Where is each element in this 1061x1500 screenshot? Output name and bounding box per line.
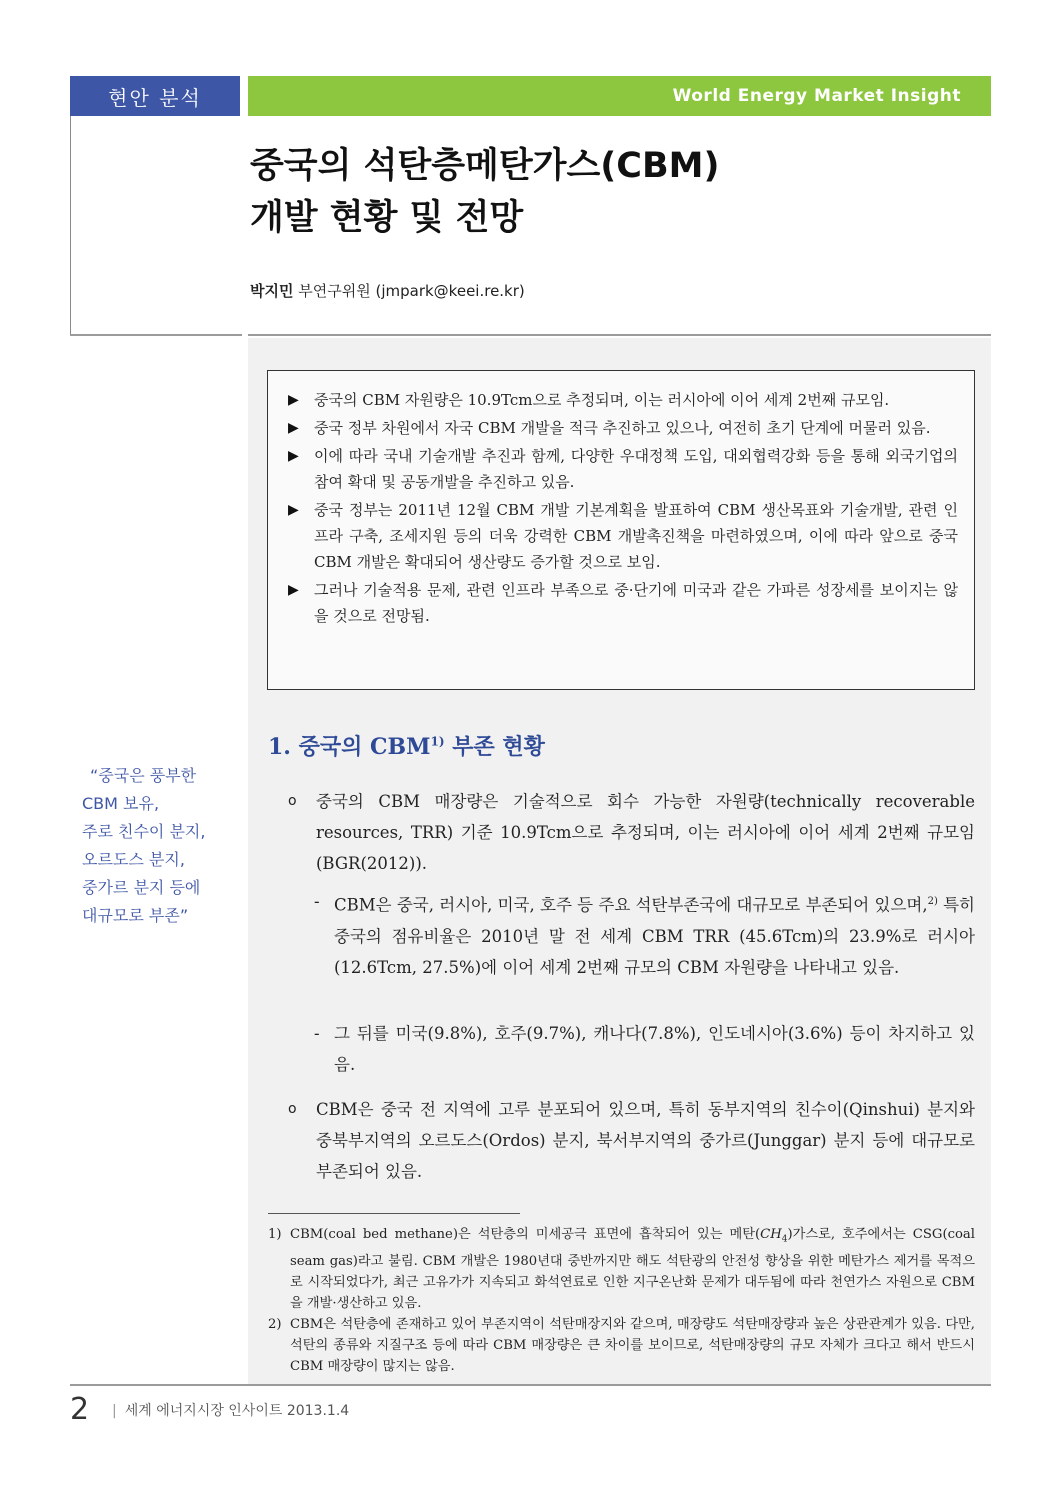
summary-text: 이에 따라 국내 기술개발 추진과 함께, 다양한 우대정책 도입, 대외협력강화 등을 통해 외국기업의 참여 확대 및 공동개발을 추진하고 있음.	[314, 447, 958, 491]
quote-line: 오르도스 분지,	[82, 850, 185, 869]
heading-text: 1. 중국의 CBM	[268, 734, 431, 760]
main-divider	[248, 334, 991, 336]
author-line	[250, 280, 525, 301]
chemical-formula: CH	[760, 1227, 782, 1242]
body-text: CBM은 중국, 러시아, 미국, 호주 등 주요 석탄부존국에 대규모로 부존되어 있으며,	[334, 895, 928, 915]
dash-bullet: -	[314, 892, 320, 911]
footnote-text: CBM은 석탄층에 존재하고 있어 부존지역이 석탄매장지와 같으며, 매장량도 석탄매장량과 높은 상관관계가 있음. 다만, 석탄의 종류와 지질구조 등에 따라 CBM 매장량은 큰 차이를 보이므로, 석탄매장량의 규모 자체가 크다고 해서 반드시 CBM 매장량이 많지는 않음.	[290, 1316, 975, 1374]
summary-text: 그러나 기술적용 문제, 관련 인프라 부족으로 중·단기에 미국과 같은 가파른 성장세를 보이지는 않을 것으로 전망됨.	[314, 581, 958, 625]
body-dash-item	[314, 886, 975, 983]
footnotes	[268, 1224, 975, 1377]
footnote-2	[268, 1314, 975, 1377]
publication-name: 세계 에너지시장 인사이트 2013.1.4	[124, 1403, 350, 1419]
triangle-bullet-icon: ▶	[288, 392, 299, 408]
left-divider	[70, 334, 242, 336]
triangle-bullet-icon: ▶	[288, 502, 299, 518]
title-line-1: 중국의 석탄층메탄가스(CBM)	[250, 146, 720, 186]
summary-item	[288, 443, 958, 495]
triangle-bullet-icon: ▶	[288, 582, 299, 598]
footnote-number: 2)	[268, 1316, 282, 1332]
page-number: 2	[70, 1392, 90, 1427]
footer-separator: |	[112, 1403, 117, 1419]
summary-item	[288, 497, 958, 575]
body-text: 중국의 CBM 매장량은 기술적으로 회수 가능한 자원량(technically recoverable resources, TRR) 기준 10.9Tcm으로 추정되며, 이는 러시아에 이어 세계 2번째 규모임(BGR(2012)).	[316, 792, 975, 873]
quote-line: 중가르 분지 등에	[82, 878, 201, 897]
summary-item	[288, 387, 958, 413]
body-dash-item	[314, 1018, 975, 1080]
body-text: CBM은 중국 전 지역에 고루 분포되어 있으며, 특히 동부지역의 친수이(Qinshui) 분지와 중북부지역의 오르도스(Ordos) 분지, 북서부지역의 중가르(Junggar) 분지 등에 대규모로 부존되어 있음.	[316, 1100, 975, 1181]
series-title: World Energy Market Insight	[672, 86, 961, 106]
footer-divider	[70, 1384, 991, 1386]
quote-line: “중국은 풍부한	[90, 766, 197, 785]
dash-bullet: -	[314, 1024, 320, 1043]
triangle-bullet-icon: ▶	[288, 448, 299, 464]
author-name: 박지민	[250, 282, 294, 300]
summary-box	[267, 370, 975, 690]
footnote-ref-1: 1)	[430, 734, 445, 749]
body-text: 특히 중국의 점유비율은 2010년 말 전 세계 CBM TRR (45.6Tcm)의 23.9%로 러시아(12.6Tcm, 27.5%)에 이어 세계 2번째 규모의 CBM 자원량을 나타내고 있음.	[334, 895, 975, 977]
summary-item	[288, 577, 958, 629]
footnote-text: )가스로, 호주에서는 CSG(coal seam gas)라고 불림. CBM 개발은 1980년대 중반까지만 해도 석탄광의 안전성 향상을 위한 메탄가스 제거를 목적으로 시작되었다가, 최근 고유가가 지속되고 화석연료로 인한 지구온난화 문제가 대두됨에 따라 천연가스 자원으로 CBM을 개발·생산하고 있음.	[290, 1227, 975, 1311]
author-title-email: 부연구위원 (jmpark@keei.re.kr)	[298, 282, 525, 300]
summary-text: 중국 정부는 2011년 12월 CBM 개발 기본계획을 발표하여 CBM 생산목표와 기술개발, 관련 인프라 구축, 조세지원 등의 더욱 강력한 CBM 개발촉진책을 마련하였으며, 이에 따라 앞으로 중국 CBM 개발은 확대되어 생산량도 증가할 것으로 보임.	[314, 501, 958, 571]
body-text: 그 뒤를 미국(9.8%), 호주(9.7%), 캐나다(7.8%), 인도네시아(3.6%) 등이 차지하고 있음.	[334, 1024, 975, 1074]
footnote-divider	[268, 1213, 520, 1214]
triangle-bullet-icon: ▶	[288, 420, 299, 436]
quote-line: CBM 보유,	[82, 794, 160, 813]
quote-line: 대규모로 부존”	[82, 906, 189, 925]
series-title-bar	[248, 76, 991, 116]
footnote-text: CBM(coal bed methane)은 석탄층의 미세공극 표면에 흡착되어 있는 메탄(	[290, 1227, 761, 1242]
footer-publication	[112, 1400, 349, 1420]
section-tag: 현안 분석	[70, 76, 240, 116]
article-title	[250, 140, 970, 244]
body-bullet	[288, 1094, 975, 1187]
summary-item	[288, 415, 958, 441]
title-line-2: 개발 현황 및 전망	[250, 198, 524, 238]
quote-line: 주로 친수이 분지,	[82, 822, 206, 841]
body-bullet	[288, 786, 975, 879]
footnote-1	[268, 1224, 975, 1314]
formula-subscript: 4	[781, 1234, 788, 1245]
footnote-ref-2: 2)	[927, 896, 938, 907]
section-heading	[268, 730, 545, 761]
summary-list	[288, 387, 958, 629]
summary-text: 중국 정부 차원에서 자국 CBM 개발을 적극 추진하고 있으나, 여전히 초기 단계에 머물러 있음.	[314, 419, 931, 437]
footnote-number: 1)	[268, 1227, 282, 1242]
sidebar-quote	[82, 762, 242, 930]
summary-text: 중국의 CBM 자원량은 10.9Tcm으로 추정되며, 이는 러시아에 이어 세계 2번째 규모임.	[314, 391, 890, 409]
heading-text-after: 부존 현황	[444, 734, 545, 760]
left-vertical-rule	[70, 116, 71, 336]
circle-bullet-icon: o	[288, 1101, 297, 1117]
circle-bullet-icon: o	[288, 793, 297, 809]
